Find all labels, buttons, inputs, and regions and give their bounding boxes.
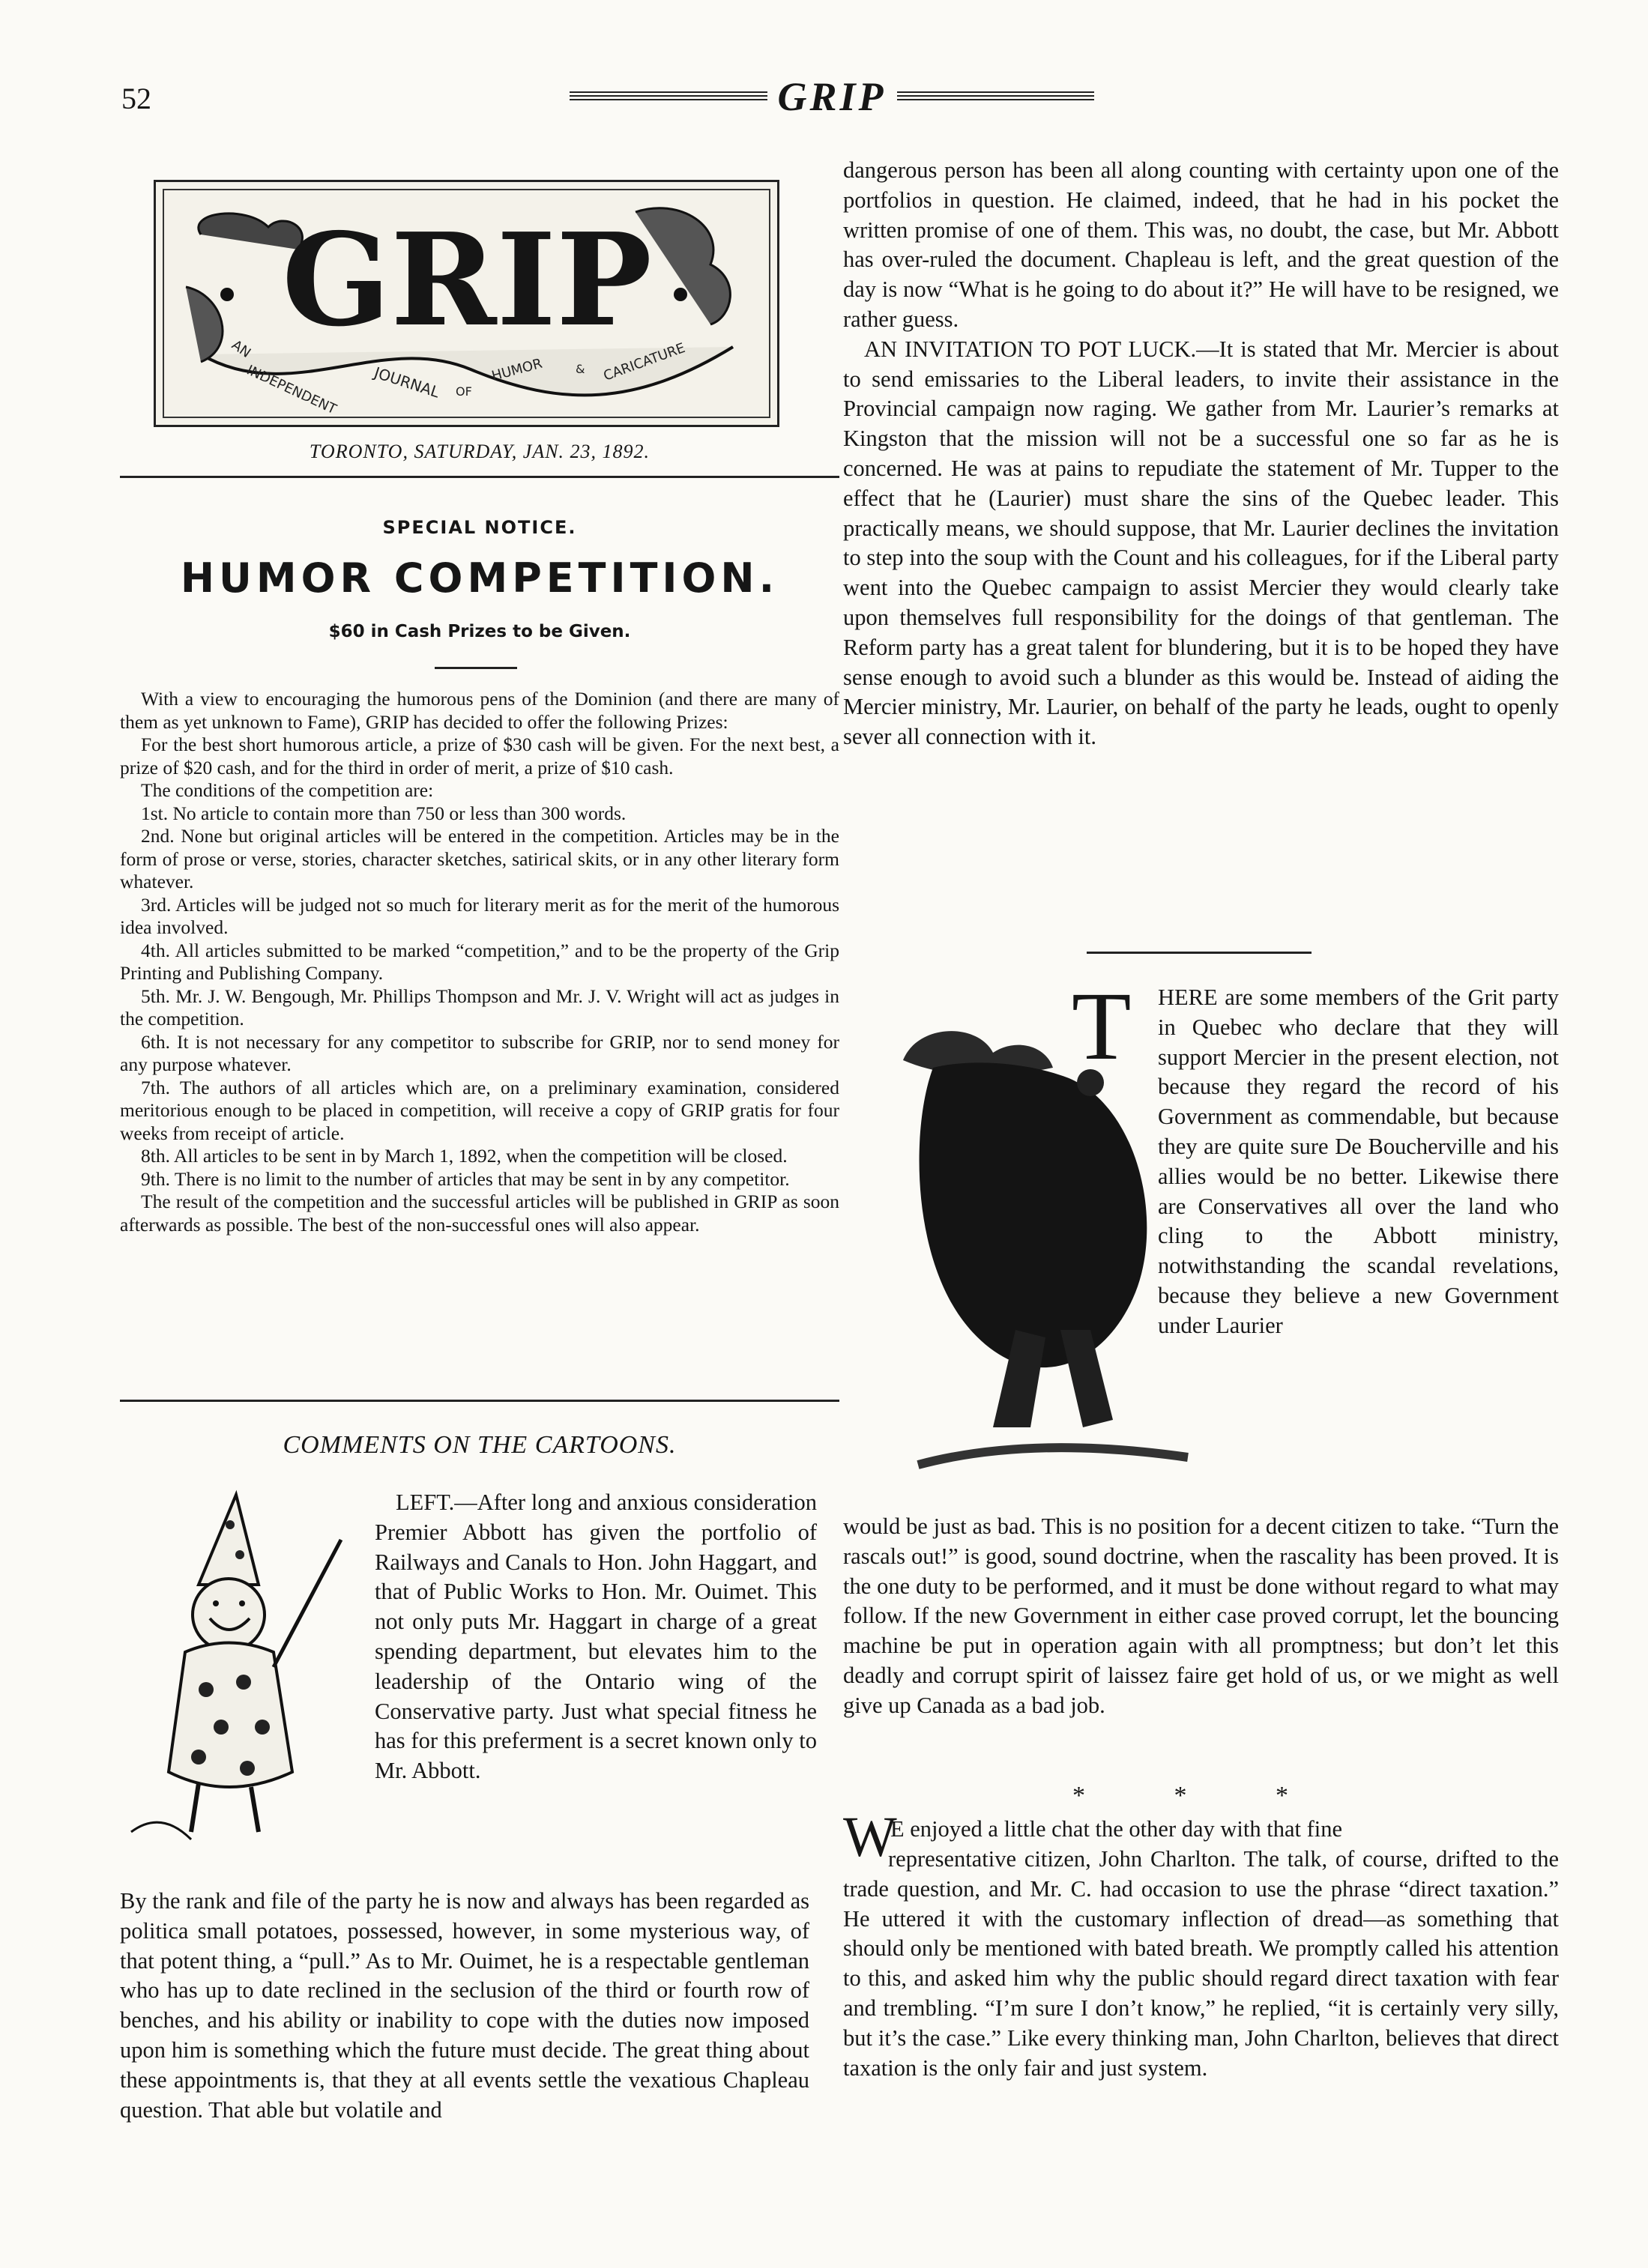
charlton-first-line-text: E enjoyed a little chat the other day with that fine	[890, 1816, 1343, 1842]
charlton-body-text: representative citizen, John Charlton. The talk, of course, drifted to the trade question, and Mr. C. had occasion to use the phrase “direct taxation.” He uttered it with the customary inflection of dread—as something that should only be mentioned with bated breath. We promptly called his attention to this, and asked him why the public should regard direct taxation with fear and trembling. “I’m sure I don’t know,” he replied, “it is certainly very silly, but it’s the case.” Like every thinking man, John Charlton, believes that direct taxation is the only fair and just system.	[843, 1846, 1559, 2081]
notice-paragraph: 2nd. None but original articles will be entered in the competition. Articles may be in the form of prose or verse, stories, character sketches, satirical skits, or in any other literary form whatever.	[120, 825, 839, 892]
drop-cap-t: T	[1072, 973, 1132, 1080]
banner-word-journal: JOURNAL	[372, 363, 442, 402]
divider	[120, 476, 839, 478]
notice-subhead: $60 in Cash Prizes to be Given.	[328, 622, 631, 641]
banner-word-humor: HUMOR	[489, 355, 544, 384]
comments-heading: COMMENTS ON THE CARTOONS.	[283, 1431, 677, 1459]
clown-illustration	[116, 1480, 371, 1862]
notice-paragraph: 4th. All articles submitted to be marked “competition,” and to be the property of the Grip Printing and Publishing Company.	[120, 939, 839, 984]
notice-kicker: SPECIAL NOTICE.	[382, 517, 577, 538]
running-title-rule-right	[897, 91, 1095, 102]
notice-paragraph: 1st. No article to contain more than 750 or less than 300 words.	[141, 802, 627, 824]
grit-continued-text: would be just as bad. This is no position for a decent citizen to take. “Turn the rascals out!” is good, sound doctrine, when the rascality has been proved. It is the one duty to be performed, and it must be done without regard to what may follow. If the new Government in either case proved corrupt, let the bouncing machine be put in operation again with all promptness; but don’t let this deadly and corrupt spirit of laissez faire get hold of us, or we might as well give up Canada as a bad job.	[843, 1513, 1559, 1718]
short-divider	[435, 667, 517, 669]
charlton-first-line	[890, 1815, 1559, 1845]
drop-cap-w: W	[843, 1806, 897, 1869]
divider	[120, 1400, 839, 1402]
pot-luck-text: —It is stated that Mr. Mercier is about to send emissaries to the Liberal leaders, to invite their assistance in the Provincial campaign now raging. We gather from Mr. Laurier’s remarks at Kingston that the mission will not be a successful one so far as he is concerned. He was at pains to repudiate the statement of Mr. Tupper to the effect that he (Laurier) must share the sins of the Quebec leader. This practically means, we should suppose, that Mr. Laurier declines the invitation to step into the soup with the Count and his colleagues, for if the Liberal party went into the Quebec campaign to assist Mercier they would clearly take upon themselves full responsibility for the doings of that gentleman. The Reform party has a great talent for blundering, but it is to be hoped they have sense enough to avoid such a blunder as this would be. Instead of aiding the Mercier ministry, Mr. Laurier, on behalf of the party he leads, ought to openly sever all connection with it.	[843, 336, 1559, 750]
grit-beside-bird-text: HERE are some members of the Grit party in Quebec who declare that they will support Mercier in the present election, not because they regard the record of his Government as commendable, but because they are quite sure De Boucherville and his allies would be no better. Likewise there are Conservatives all over the land who cling to the Abbott ministry, notwithstanding the scandal revelations, because they believe a new Government under Laurier	[1158, 985, 1559, 1338]
running-title	[570, 73, 1094, 120]
masthead-title: GRIP	[282, 205, 652, 355]
notice-paragraph: 7th. The authors of all articles which are, on a preliminary examination, considered meritorious enough to be placed in competition, will receive a copy of GRIP gratis for four weeks from receipt of article.	[120, 1076, 839, 1144]
masthead-logo	[154, 180, 779, 427]
grit-text-beside-bird	[1158, 983, 1559, 1341]
left-comment-continuation: dangerous person has been all along counting with certainty upon one of the portfolios in question. He claimed, indeed, that he had in his pocket the written promise of one of them. This was, no doubt, the case, but Mr. Abbott has over-ruled the document. Chapleau is left, and the great question of the day is now “What is he going to do about it?” He will have to be resigned, we rather guess.	[843, 157, 1559, 332]
right-column-top	[843, 156, 1559, 752]
notice-paragraph: 5th. Mr. J. W. Bengough, Mr. Phillips Thompson and Mr. J. V. Wright will act as judges in the competition.	[120, 985, 839, 1029]
notice-headline: HUMOR COMPETITION.	[180, 554, 779, 602]
running-title-rule-left	[570, 91, 767, 102]
banner-word-an: AN	[229, 336, 254, 361]
notice-paragraph: 9th. There is no limit to the number of articles that may be sent in by any competitor.	[141, 1167, 790, 1190]
left-comment-paragraph	[375, 1488, 817, 1786]
banner-word-caricature: CARICATURE	[601, 339, 688, 384]
notice-paragraph: 3rd. Articles will be judged not so much for literary merit as for the merit of the humorous idea involved.	[120, 893, 839, 938]
notice-paragraph: 6th. It is not necessary for any competitor to subscribe for GRIP, nor to send money for any purpose whatever.	[120, 1030, 839, 1075]
masthead-illustration	[156, 182, 777, 425]
running-title-text: GRIP	[777, 74, 887, 119]
page-number: 52	[121, 82, 151, 115]
left-comment-text: —After long and anxious consideration Premier Abbott has given the portfolio of Railways and Canals to Hon. John Haggart, and that of Public Works to Hon. Mr. Ouimet. This not only puts Mr. Haggart in charge of a great spending department, but elevates him to the leadership of the Ontario wing of the Conservative party. Just what special fitness he has for this preferment is a secret known only to Mr. Abbott.	[375, 1490, 817, 1784]
left-comment-beside-clown	[375, 1488, 817, 1786]
notice-paragraph: With a view to encouraging the humorous pens of the Dominion (and there are many of them as yet unknown to Fame), GRIP has decided to offer the following Prizes:	[120, 688, 839, 733]
notice-paragraph: The result of the competition and the successful articles will be published in GRIP as soon afterwards as possible. The best of the non-successful ones will also appear.	[120, 1191, 839, 1236]
banner-word-amp: &	[576, 362, 585, 376]
pot-luck-paragraph	[843, 335, 1559, 752]
pot-luck-label: AN INVITATION TO POT LUCK.	[864, 336, 1197, 362]
left-label: LEFT.	[396, 1490, 455, 1515]
dateline: TORONTO, SATURDAY, JAN. 23, 1892.	[309, 441, 651, 462]
banner-word-of: OF	[456, 384, 472, 399]
notice-body	[120, 688, 839, 1236]
charlton-body	[843, 1845, 1559, 2083]
notice-paragraph: The conditions of the competition are:	[141, 779, 434, 801]
left-comment-continued	[120, 1887, 809, 2125]
notice-paragraph: 8th. All articles to be sent in by March 1, 1892, when the competition will be closed.	[141, 1145, 788, 1167]
banner-word-independent: INDEPENDENT	[244, 362, 339, 418]
notice-paragraph: For the best short humorous article, a prize of $30 cash will be given. For the next best, a prize of $20 cash, and for the third in order of merit, a prize of $10 cash.	[120, 734, 839, 778]
section-stars: * * *	[1072, 1782, 1329, 1809]
short-divider	[1087, 952, 1312, 954]
grit-text-continued	[843, 1512, 1559, 1721]
left-comment-continued-text: By the rank and file of the party he is now and always has been regarded as politica small potatoes, possessed, however, in some mysterious way, of that potent thing, a “pull.” As to Mr. Ouimet, he is a respectable gentleman who has up to date reclined in the seclusion of the third or fourth row of benches, and his ability or inability to cope with the duties now imposed upon him is something which the future must decide. The great thing about these appointments is, that they at all events settle the vexatious Chapleau question. That able but volatile and	[120, 1888, 809, 2123]
